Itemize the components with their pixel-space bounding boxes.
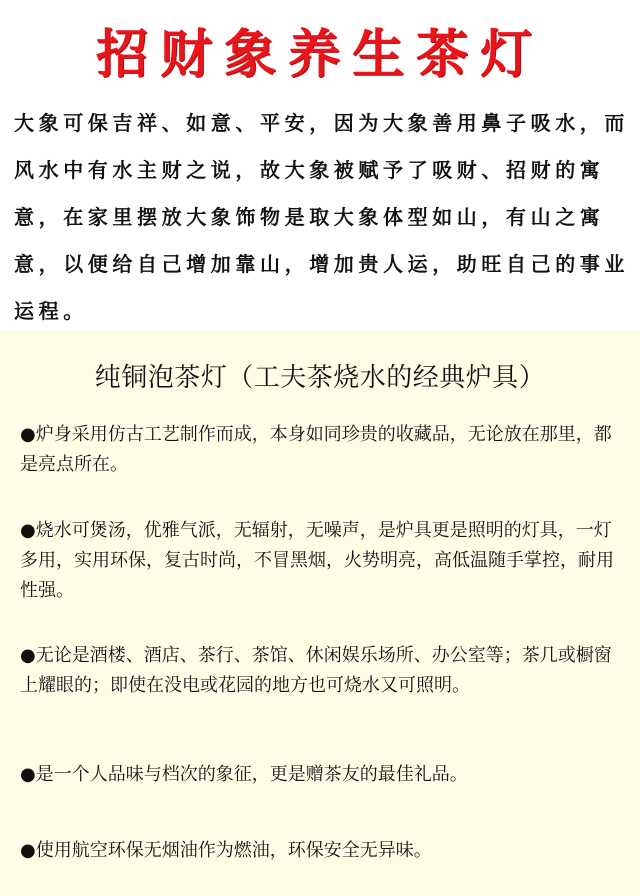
page-title: 招财象养生茶灯 xyxy=(95,24,544,85)
intro-paragraph: 大象可保吉祥、如意、平安，因为大象善用鼻子吸水，而风水中有水主财之说，故大象被赋予了吸财、招财的寓意，在家里摆放大象饰物是取大象体型如山，有山之寓意，以便给自己增加靠山，增加贵人运，助旺自己的事业运程。 xyxy=(14,111,629,323)
intro-section xyxy=(0,0,640,330)
feature-item: ●是一个人品味与档次的象征，更是赠茶友的最佳礼品。 xyxy=(20,764,468,785)
features-subtitle: 纯铜泡茶灯（工夫茶烧水的经典炉具） xyxy=(94,363,546,393)
feature-item: ●使用航空环保无烟油作为燃油，环保安全无异味。 xyxy=(20,840,432,861)
feature-item: ●炉身采用仿古工艺制作而成，本身如同珍贵的收藏品，无论放在那里，都是亮点所在。 xyxy=(20,424,612,475)
features-section xyxy=(0,330,640,896)
feature-item: ●烧水可煲汤，优雅气派，无辐射，无噪声，是炉具更是照明的灯具，一灯多用，实用环保，复古时尚，不冒黑烟，火势明亮，高低温随手掌控，耐用性强。 xyxy=(20,520,614,601)
feature-item: ●无论是酒楼、酒店、茶行、茶馆、休闲娱乐场所、办公室等；茶几或橱窗上耀眼的；即使在没电或花园的地方也可烧水又可照明。 xyxy=(20,645,612,696)
